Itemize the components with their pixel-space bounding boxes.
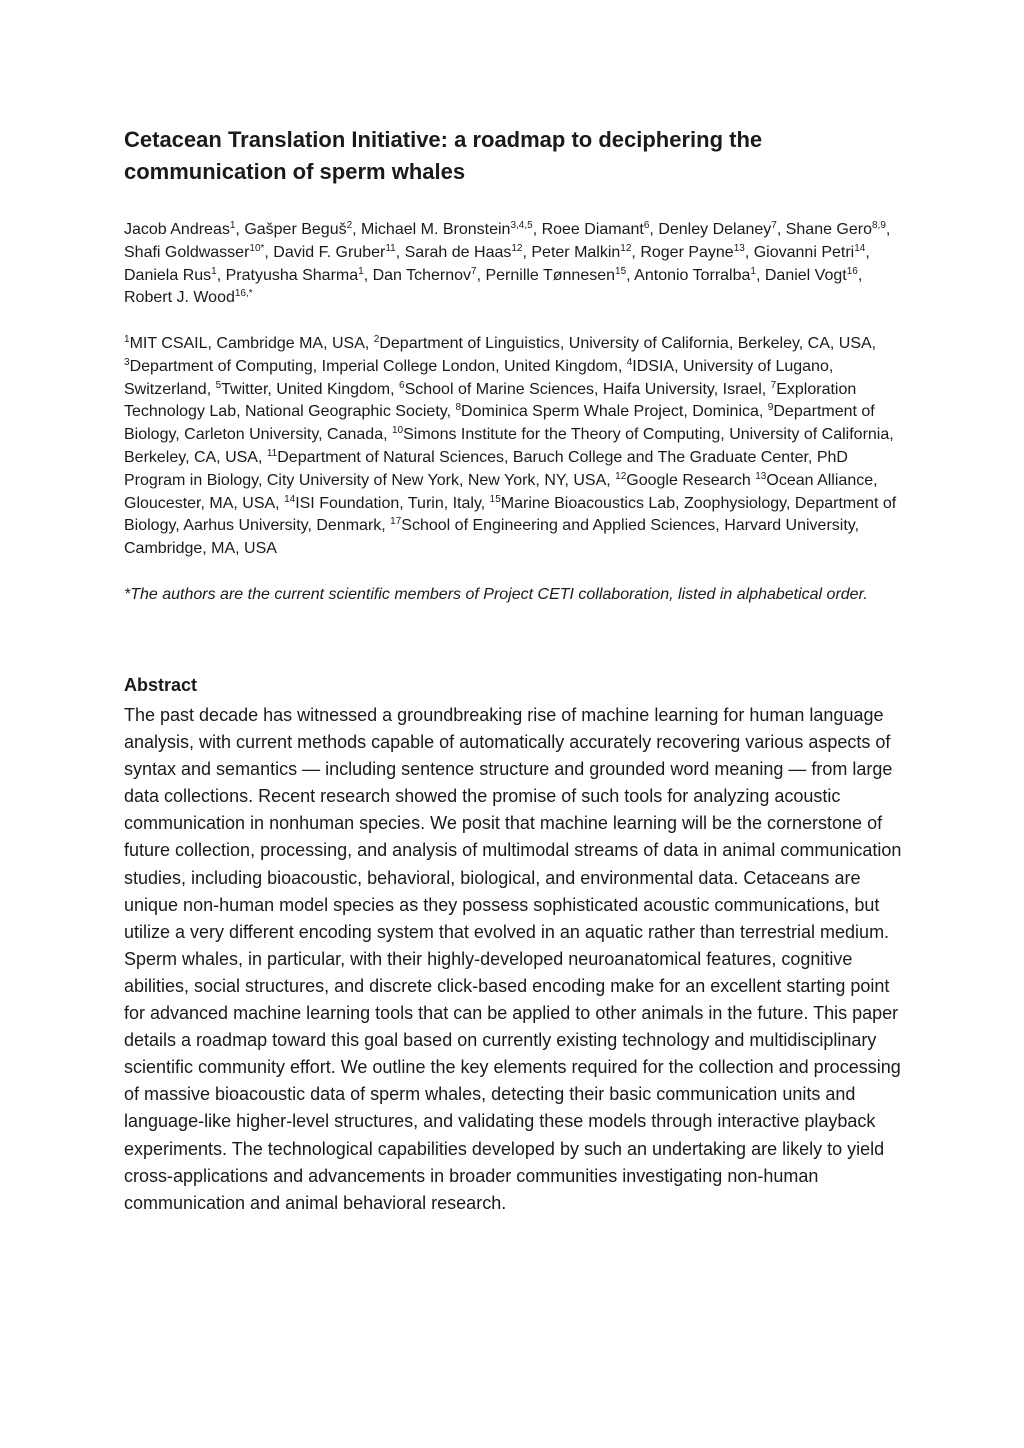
affiliation-number: 2 <box>373 334 380 345</box>
author-affil-ref: 11 <box>385 242 396 254</box>
author: David F. Gruber <box>273 243 386 261</box>
affiliation-number: 7 <box>770 379 777 391</box>
affiliation: Marine Bioacoustics Lab, Zoophysiology, Department of Biology, Aarhus University, Denmark, <box>124 494 897 535</box>
author-affil-ref: 6 <box>643 220 650 231</box>
affiliation-number: 14 <box>284 493 296 505</box>
paper-title: Cetacean Translation Initiative: a roadmap to deciphering the communication of sperm whales <box>124 127 763 184</box>
affiliation: Google Research <box>626 471 756 489</box>
author: Jacob Andreas <box>124 221 230 238</box>
affiliation-number: 8 <box>455 402 462 414</box>
affiliation: Department of Linguistics, University of California, Berkeley, CA, USA, <box>379 335 877 352</box>
affiliation: Twitter, United Kingdom, <box>221 380 400 398</box>
affiliation: Department of Natural Sciences, Baruch College and The Graduate Center, PhD Program in Biology, City University of New York, New York, NY, USA, <box>124 448 848 489</box>
affiliation: School of Engineering and Applied Sciences, Harvard University, Cambridge, MA, USA <box>124 517 860 558</box>
author-affil-ref: 7 <box>771 220 777 231</box>
author-affil-ref: 7 <box>471 265 477 277</box>
author: Shafi Goldwasser <box>124 243 250 261</box>
affiliation-number: 15 <box>489 493 501 505</box>
author-affil-ref: 2 <box>346 220 353 231</box>
affiliation-number: 17 <box>390 516 402 528</box>
author: Michael M. Bronstein <box>361 221 511 238</box>
author-affil-ref: 15 <box>615 265 627 277</box>
author: Shane Gero <box>785 221 872 238</box>
affiliation: ISI Foundation, Turin, Italy, <box>295 494 490 512</box>
author-affil-ref: 16 <box>846 265 858 277</box>
author-affil-ref: 16,* <box>234 288 253 300</box>
affiliation: Ocean Alliance, Gloucester, MA, USA, <box>124 471 878 512</box>
author-affil-ref: 10* <box>249 242 265 254</box>
author-affil-ref: 1 <box>211 265 217 277</box>
affiliation-number: 11 <box>266 447 278 459</box>
author-affil-ref: 1 <box>750 265 756 277</box>
affiliation-number: 4 <box>626 356 633 368</box>
affiliation-number: 3 <box>124 356 130 368</box>
affiliation-number: 12 <box>615 470 627 482</box>
author: Sarah de Haas <box>404 243 512 261</box>
author-affil-ref: 12 <box>620 242 632 254</box>
author: Daniela Rus <box>124 266 212 284</box>
affiliation: Department of Biology, Carleton University, Canada, <box>124 403 875 444</box>
author-affil-ref: 14 <box>854 242 866 254</box>
author-affil-ref: 12 <box>511 242 523 254</box>
author: Dan Tchernov <box>372 266 472 284</box>
affiliation: Dominica Sperm Whale Project, Dominica, <box>461 403 768 421</box>
affiliation-number: 10 <box>391 425 404 437</box>
author-list: Jacob Andreas$^1$, Gašper Beguš$^2$, Michael M. Bronstein$^{3,4,5}$, Roee Diamant$^6$, Denley Delaney$^7$, Shane Gero$^{8,9}$, Shafi Goldwasser$^{10*}$, David F. Gruber$^{11}$, Sarah de Haas$^{12}$, Peter Malkin$^{12}$, Roger Payne$^{13}$, Giovanni Petri$^{14}$, Daniela Rus$^1$, Pratyusha Sharma$^1$, Dan Tchernov$^7$, Pernille Tønnesen$^{15}$, Antonio Torralba$^1$, Daniel Vogt$^{16}$, Robert J. Wood$^{16,*}$ <box>124 220 891 307</box>
author: Roee Diamant <box>541 221 644 238</box>
author-affil-ref: 8,9 <box>872 220 886 231</box>
affiliation: School of Marine Sciences, Haifa University, Israel, <box>404 380 771 398</box>
affiliation-list <box>124 333 904 561</box>
author-affil-ref: 13 <box>733 242 745 254</box>
author: Pernille Tønnesen <box>485 266 616 284</box>
author: Daniel Vogt <box>764 266 847 284</box>
affiliation-number: 6 <box>399 379 405 391</box>
affiliation: MIT CSAIL, Cambridge MA, USA, <box>129 335 374 352</box>
author: Pratyusha Sharma <box>225 266 359 284</box>
affiliation: IDSIA, University of Lugano, Switzerland, <box>124 357 834 398</box>
affiliation-number: 13 <box>755 470 767 482</box>
author: Peter Malkin <box>531 243 621 261</box>
affiliation: Simons Institute for the Theory of Computing, University of California, Berkeley, CA, USA, <box>124 426 894 466</box>
author-note: *The authors are the current scientific members of Project CETI collaboration, listed in alphabetical order. <box>124 586 868 603</box>
affiliation-number: 1 <box>124 334 130 345</box>
abstract-text: The past decade has witnessed a groundbreaking rise of machine learning for human language analysis, with current methods capable of automatically accurately recovering various aspects of syntax and semantics — including sentence structure and grounded word meaning — from large data collections. Recent research showed the promise of such tools for analyzing acoustic communication in nonhuman species. We posit that machine learning will be the cornerstone of future collection, processing, and analysis of multimodal streams of data in animal communication studies, including bioacoustic, behavioral, biological, and environmental data. Cetaceans are unique non-human model species as they possess sophisticated acoustic communications, but utilize a very different encoding system that evolved in an aquatic rather than terrestrial medium. Sperm whales, in particular, with their highly-developed neuroanatomical features, cognitive abilities, social structures, and discrete click-based encoding make for an excellent starting point for advanced machine learning tools that can be applied to other animals in the future. This paper details a roadmap toward this goal based on currently existing technology and multidisciplinary scientific community effort. We outline the key elements required for the collection and processing of massive bioacoustic data of sperm whales, detecting their basic communication units and language-like higher-level structures, and validating these models through interactive playback experiments. The technological capabilities developed by such an undertaking are likely to yield cross-applications and advancements in broader communities investigating non-human communication and animal behavioral research. <box>124 705 902 1213</box>
author: Giovanni Petri <box>753 243 855 261</box>
author: Roger Payne <box>640 243 734 261</box>
author: Gašper Beguš <box>244 221 347 238</box>
author: Antonio Torralba <box>634 266 751 284</box>
affiliation-number: 5 <box>215 379 222 391</box>
affiliation: Exploration Technology Lab, National Geographic Society, <box>124 380 857 421</box>
author-affil-ref: 1 <box>229 220 236 231</box>
abstract-heading: Abstract <box>124 675 198 695</box>
author: Robert J. Wood <box>124 289 235 307</box>
affiliation-number: 9 <box>767 402 774 414</box>
author-affil-ref: 3,4,5 <box>510 220 533 231</box>
affiliation: Department of Computing, Imperial College London, United Kingdom, <box>129 357 627 375</box>
author-affil-ref: 1 <box>358 265 364 277</box>
author: Denley Delaney <box>658 221 772 238</box>
